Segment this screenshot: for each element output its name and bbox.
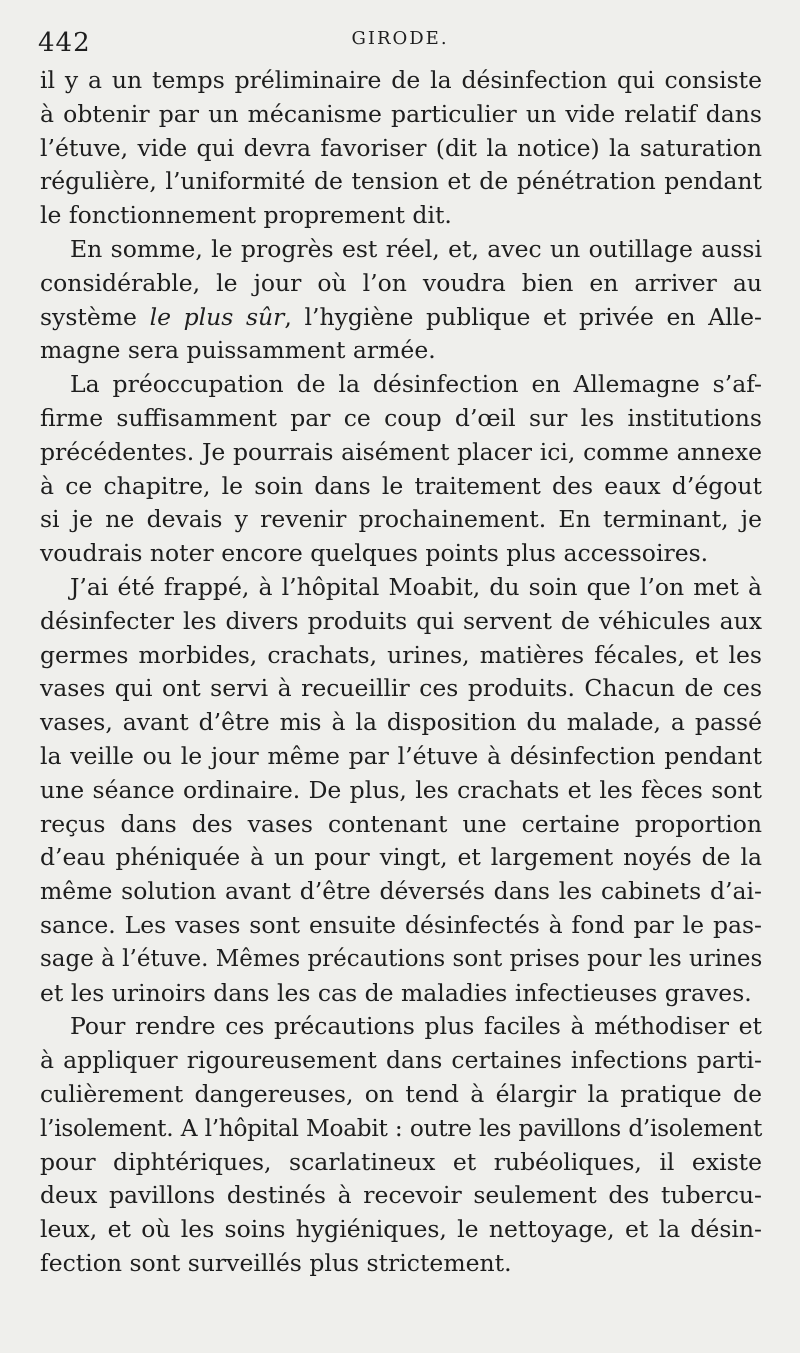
text-line: deux pavillons destinés à recevoir seulement des tubercu-	[40, 1181, 762, 1210]
text-line: Pour rendre ces précautions plus faciles à méthodiser et	[70, 1012, 762, 1041]
text-line: reçus dans des vases contenant une certaine proportion	[40, 809, 762, 838]
italic-emphasis: le plus sûr	[149, 302, 285, 331]
text-line: à obtenir par un mécanisme particulier un vide relatif dans	[40, 99, 762, 128]
body-text	[40, 64, 762, 1281]
text-line: sage à l’étuve. Mêmes précautions sont prises pour les urines	[40, 945, 763, 972]
text-line: En somme, le progrès est réel, et, avec un outillage aussi	[70, 234, 762, 263]
text-line: précédentes. Je pourrais aisément placer ici, comme annexe	[40, 437, 762, 466]
text-line: pour diphtériques, scarlatineux et rubéoliques, il existe	[40, 1147, 762, 1176]
text-line: J’ai été frappé, à l’hôpital Moabit, du soin que l’on met à	[70, 572, 762, 601]
text-line: vases qui ont servi à recueillir ces produits. Chacun de ces	[40, 674, 762, 703]
text-line: désinfecter les divers produits qui servent de véhicules aux	[40, 606, 762, 635]
text-line: à ce chapitre, le soin dans le traitement des eaux d’égout	[40, 471, 762, 500]
text-line: une séance ordinaire. De plus, les crachats et les fèces sont	[40, 775, 762, 804]
text-line: d’eau phéniquée à un pour vingt, et largement noyés de la	[40, 843, 762, 872]
text-line: même solution avant d’être déversés dans les cabinets d’ai-	[40, 877, 762, 906]
text-line: voudrais noter encore quelques points plus accessoires.	[40, 539, 709, 568]
text-line: fection sont surveillés plus strictement.	[40, 1248, 512, 1277]
text-line: germes morbides, crachats, urines, matières fécales, et les	[40, 640, 762, 669]
text-line: leux, et où les soins hygiéniques, le nettoyage, et la désin-	[40, 1215, 762, 1244]
running-head: GIRODE.	[351, 28, 449, 49]
text-line: culièrement dangereuses, on tend à élargir la pratique de	[40, 1079, 762, 1108]
text-line: le fonctionnement proprement dit.	[40, 201, 452, 230]
text-line: magne sera puissamment armée.	[40, 336, 436, 365]
page-header	[38, 22, 762, 62]
text-line: l’étuve, vide qui devra favoriser (dit la notice) la saturation	[40, 133, 762, 162]
text-line: si je ne devais y revenir prochainement. En terminant, je	[40, 505, 762, 534]
text-line: régulière, l’uniformité de tension et de pénétration pendant	[40, 167, 762, 196]
text-line: sance. Les vases sont ensuite désinfectés à fond par le pas-	[40, 910, 762, 939]
text-line: l’isolement. A l’hôpital Moabit : outre les pavillons d’isolement	[40, 1114, 762, 1142]
text-line: firme suffisamment par ce coup d’œil sur les institutions	[40, 403, 762, 432]
text-line: La préoccupation de la désinfection en Allemagne s’af-	[70, 370, 762, 399]
text-line: la veille ou le jour même par l’étuve à désinfection pendant	[40, 741, 762, 770]
text-line: à appliquer rigoureusement dans certaines infections parti-	[40, 1046, 762, 1075]
page-number: 442	[38, 28, 91, 58]
text-line: et les urinoirs dans les cas de maladies infectieuses graves.	[40, 978, 752, 1007]
text-line: vases, avant d’être mis à la disposition du malade, a passé	[40, 708, 762, 737]
text-line: système le plus sûr, l’hygiène publique et privée en Alle-	[40, 302, 762, 331]
text-line: considérable, le jour où l’on voudra bien en arriver au	[40, 268, 762, 297]
text-line: il y a un temps préliminaire de la désinfection qui consiste	[40, 66, 762, 94]
